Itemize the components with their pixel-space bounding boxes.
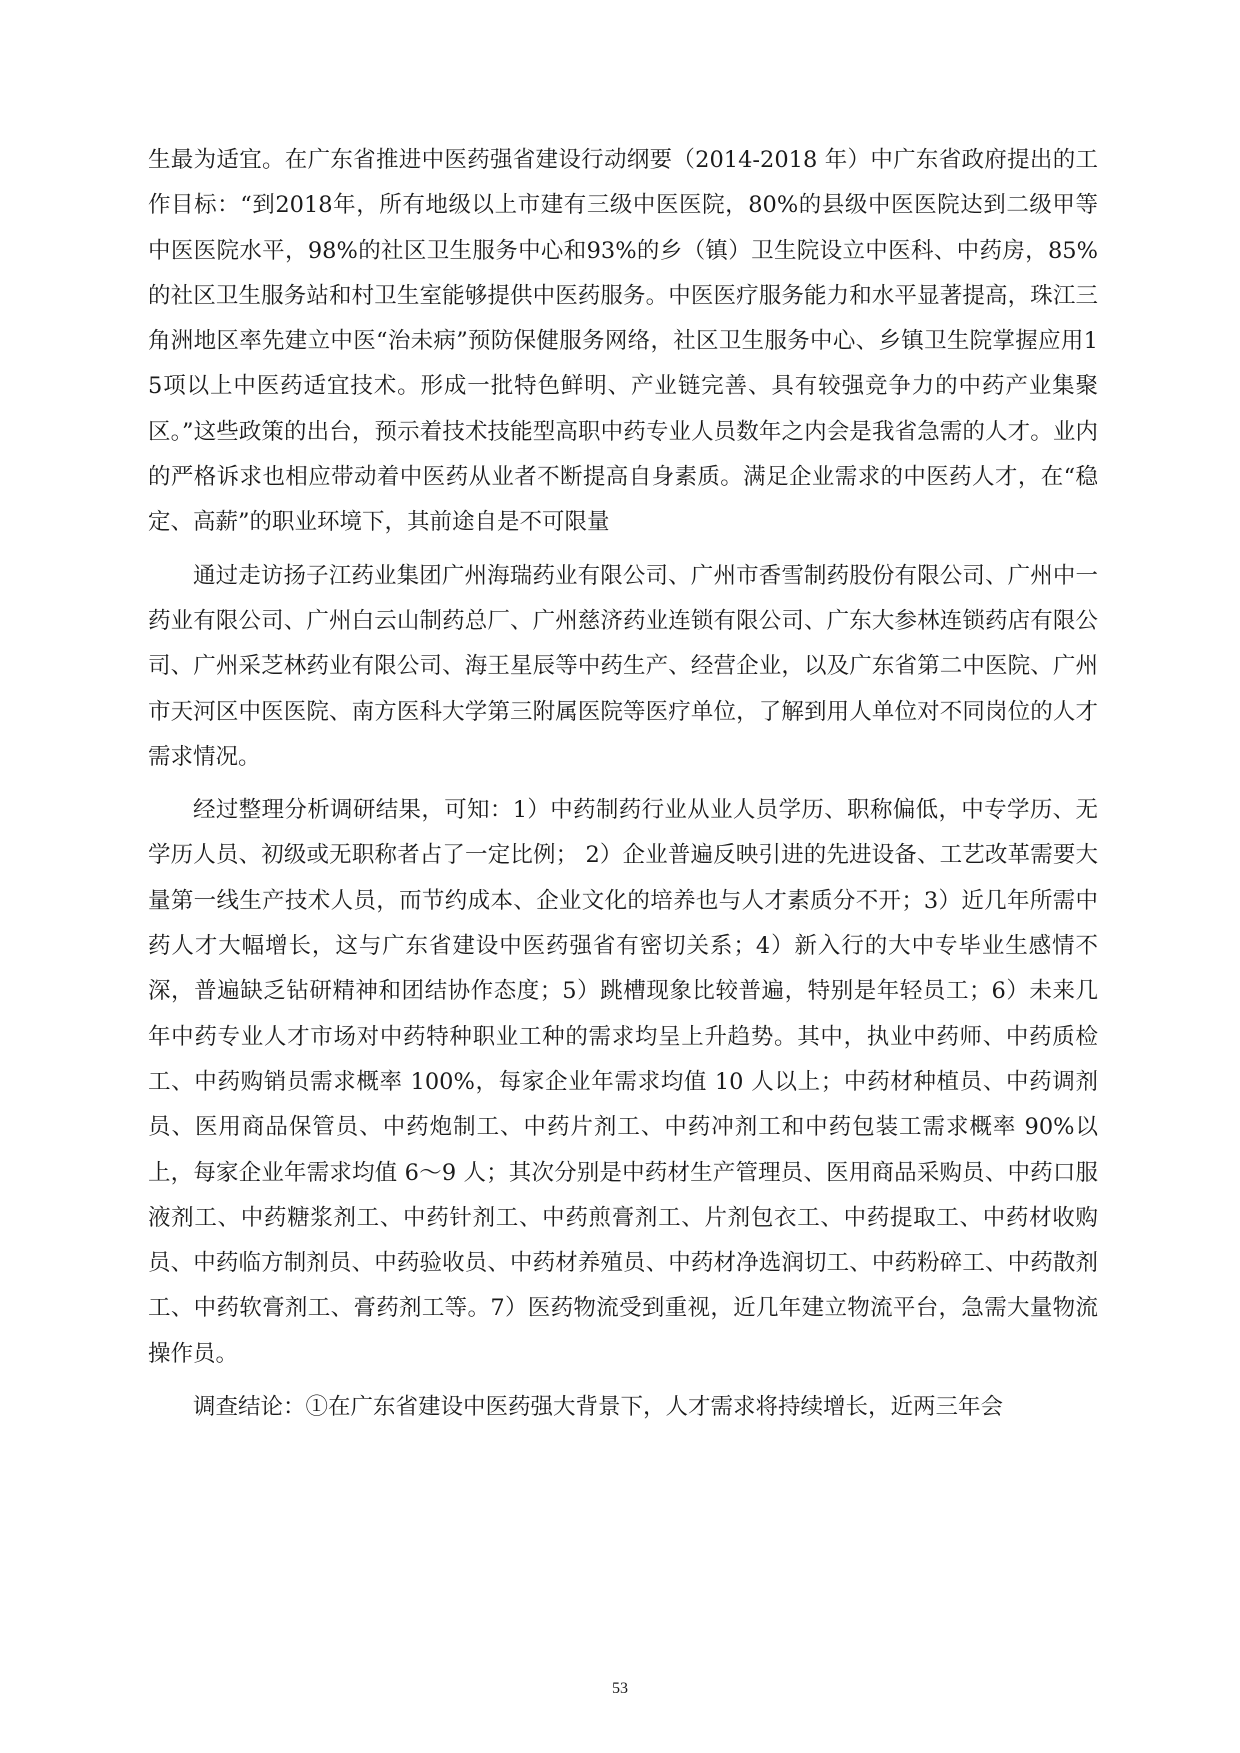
paragraph-enterprise-visits: 通过走访扬子江药业集团广州海瑞药业有限公司、广州市香雪制药股份有限公司、广州中一药业有限公司、广州白云山制药总厂、广州慈济药业连锁有限公司、广东大参林连锁药店有限公司、广州采芝林药业有限公司、海王星辰等中药生产、经营企业，以及广东省第二中医院、广州市天河区中医医院、南方医科大学第三附属医院等医疗单位，了解到用人单位对不同岗位的人才需求情况。 xyxy=(148,562,1098,770)
paragraph-survey-conclusion: 调查结论：①在广东省建设中医药强大背景下，人才需求将持续增长，近两三年会 xyxy=(193,1394,1004,1421)
body-text xyxy=(148,138,1098,1430)
paragraph-policy-goals: 生最为适宜。在广东省推进中医药强省建设行动纲要（2014-2018 年）中广东省政府提出的工作目标：“到2018年，所有地级以上市建有三级中医医院，80%的县级中医医院达到二级甲等中医医院水平，98%的社区卫生服务中心和93%的乡（镇）卫生院设立中医科、中药房，85%的社区卫生服务站和村卫生室能够提供中医药服务。中医医疗服务能力和水平显著提高，珠江三角洲地区率先建立中医“治未病”预防保健服务网络，社区卫生服务中心、乡镇卫生院掌握应用15项以上中医药适宜技术。形成一批特色鲜明、产业链完善、具有较强竞争力的中药产业集聚区。”这些政策的出台，预示着技术技能型高职中药专业人员数年之内会是我省急需的人才。业内的严格诉求也相应带动着中医药从业者不断提高自身素质。满足企业需求的中医药人才，在“稳定、高薪”的职业环境下，其前途自是不可限量 xyxy=(148,147,1098,536)
paragraph-survey-analysis: 经过整理分析调研结果，可知：1）中药制药行业从业人员学历、职称偏低，中专学历、无学历人员、初级或无职称者占了一定比例； 2）企业普遍反映引进的先进设备、工艺改革需要大量第一线生产技术人员，而节约成本、企业文化的培养也与人才素质分不开；3）近几年所需中药人才大幅增长，这与广东省建设中医药强省有密切关系；4）新入行的大中专毕业生感情不深，普遍缺乏钻研精神和团结协作态度；5）跳槽现象比较普遍，特别是年轻员工；6）未来几年中药专业人才市场对中药特种职业工种的需求均呈上升趋势。其中，执业中药师、中药质检工、中药购销员需求概率 100%，每家企业年需求均值 10 人以上；中药材种植员、中药调剂员、医用商品保管员、中药炮制工、中药片剂工、中药冲剂工和中药包装工需求概率 90%以上，每家企业年需求均值 6～9 人；其次分别是中药材生产管理员、医用商品采购员、中药口服液剂工、中药糖浆剂工、中药针剂工、中药煎膏剂工、片剂包衣工、中药提取工、中药材收购员、中药临方制剂员、中药验收员、中药材养殖员、中药材净选润切工、中药粉碎工、中药散剂工、中药软膏剂工、膏药剂工等。7）医药物流受到重视，近几年建立物流平台，急需大量物流操作员。 xyxy=(148,797,1098,1367)
page-number: 53 xyxy=(612,1680,628,1697)
